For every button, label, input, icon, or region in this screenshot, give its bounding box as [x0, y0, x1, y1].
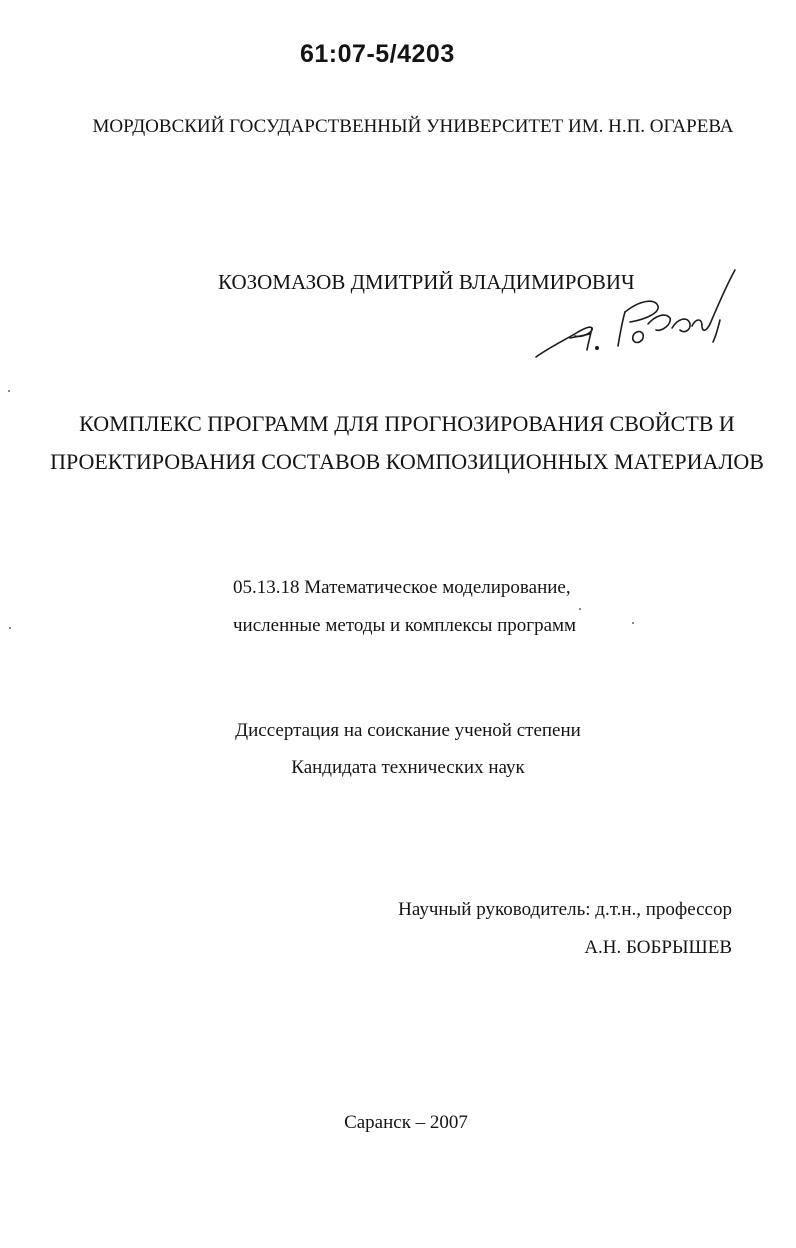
scan-speck	[8, 390, 10, 392]
signature-icon	[530, 262, 745, 372]
degree-line-2: Кандидата технических наук	[291, 757, 525, 778]
thesis-title-line-2: ПРОЕКТИРОВАНИЯ СОСТАВОВ КОМПОЗИЦИОННЫХ МАТЕРИАЛОВ	[50, 449, 764, 474]
scan-speck	[9, 627, 11, 629]
degree-line-1: Диссертация на соискание ученой степени	[235, 720, 581, 741]
specialty-line-2: численные методы и комплексы программ	[233, 615, 577, 636]
scan-speck	[579, 608, 581, 610]
supervisor-role: Научный руководитель: д.т.н., профессор	[398, 899, 732, 920]
archive-code: 61:07-5/4203	[300, 40, 455, 68]
author-name: КОЗОМАЗОВ ДМИТРИЙ ВЛАДИМИРОВИЧ	[218, 270, 635, 294]
city-year: Саранск – 2007	[344, 1112, 468, 1133]
scan-speck	[632, 622, 634, 624]
institution-name: МОРДОВСКИЙ ГОСУДАРСТВЕННЫЙ УНИВЕРСИТЕТ ИМ. Н.П. ОГАРЕВА	[92, 116, 734, 137]
thesis-title-line-1: КОМПЛЕКС ПРОГРАММ ДЛЯ ПРОГНОЗИРОВАНИЯ СВОЙСТВ И	[79, 411, 735, 436]
specialty-line-1: 05.13.18 Математическое моделирование,	[233, 577, 571, 598]
supervisor-name: А.Н. БОБРЫШЕВ	[584, 937, 732, 958]
